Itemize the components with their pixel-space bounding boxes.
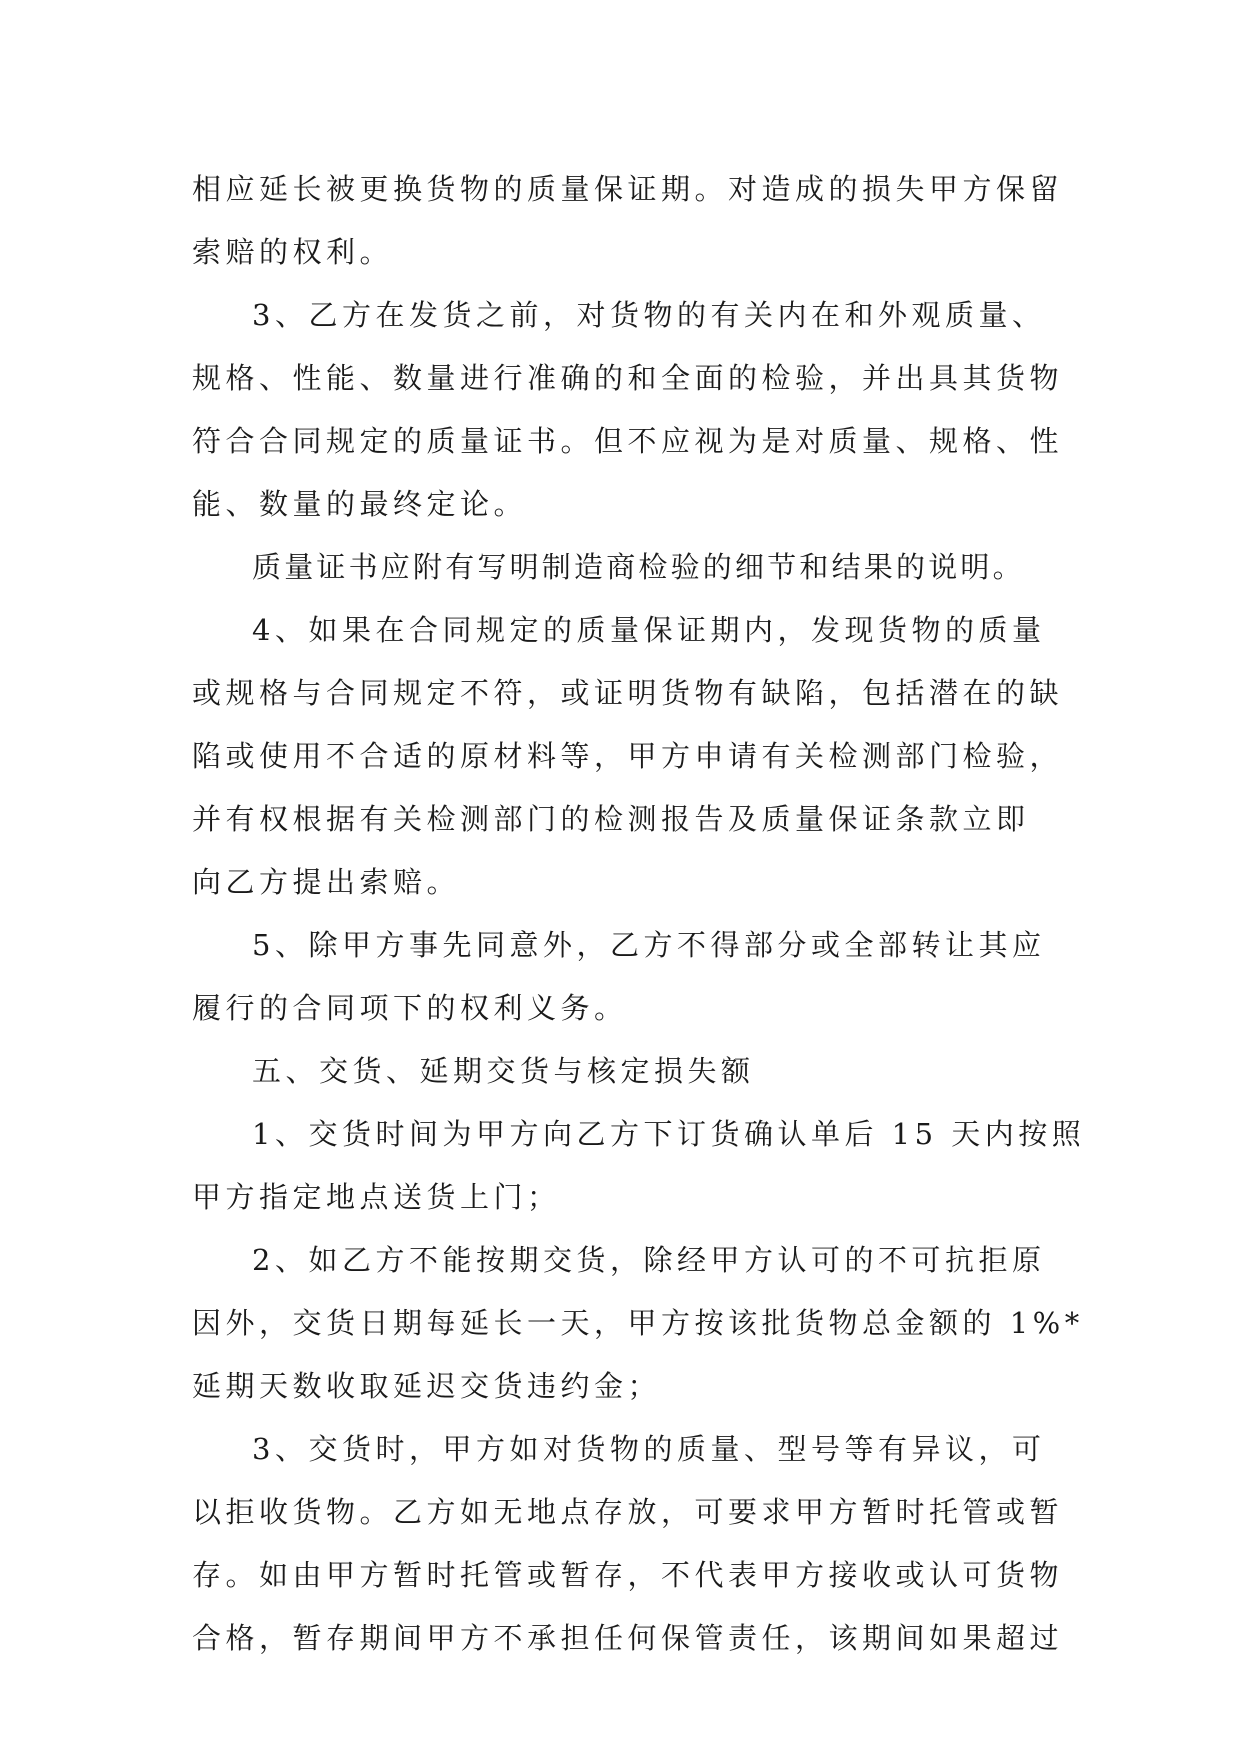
document-body — [192, 158, 1086, 1670]
paragraph-start: 5、除甲方事先同意外，乙方不得部分或全部转让其应 — [252, 928, 1046, 962]
text-line: 规格、性能、数量进行准确的和全面的检验，并出具其货物 — [192, 361, 1064, 395]
text-line: 并有权根据有关检测部门的检测报告及质量保证条款立即 — [192, 802, 1030, 836]
text-line: 存。如由甲方暂时托管或暂存，不代表甲方接收或认可货物 — [192, 1558, 1064, 1592]
text-line: 履行的合同项下的权利义务。 — [192, 991, 628, 1025]
text-line: 以拒收货物。乙方如无地点存放，可要求甲方暂时托管或暂 — [192, 1495, 1064, 1529]
text-line: 陷或使用不合适的原材料等，甲方申请有关检测部门检验， — [192, 739, 1064, 773]
paragraph-start: 3、乙方在发货之前，对货物的有关内在和外观质量、 — [252, 298, 1046, 332]
text-line: 因外，交货日期每延长一天，甲方按该批货物总金额的 1%* — [192, 1306, 1084, 1340]
text-line: 索赔的权利。 — [192, 235, 394, 269]
text-line: 或规格与合同规定不符，或证明货物有缺陷，包括潜在的缺 — [192, 676, 1064, 710]
text-line: 延期天数收取延迟交货违约金； — [192, 1369, 662, 1403]
paragraph-start: 质量证书应附有写明制造商检验的细节和结果的说明。 — [252, 550, 1025, 584]
paragraph-start: 2、如乙方不能按期交货，除经甲方认可的不可抗拒原 — [252, 1243, 1046, 1277]
text-line: 能、数量的最终定论。 — [192, 487, 528, 521]
section-heading: 五、交货、延期交货与核定损失额 — [252, 1054, 755, 1088]
text-line: 合格，暂存期间甲方不承担任何保管责任，该期间如果超过 — [192, 1621, 1064, 1655]
text-line: 向乙方提出索赔。 — [192, 865, 461, 899]
text-line: 甲方指定地点送货上门； — [192, 1180, 561, 1214]
text-line: 相应延长被更换货物的质量保证期。对造成的损失甲方保留 — [192, 172, 1064, 206]
paragraph-start: 1、交货时间为甲方向乙方下订货确认单后 15 天内按照 — [252, 1117, 1086, 1151]
paragraph-start: 4、如果在合同规定的质量保证期内，发现货物的质量 — [252, 613, 1046, 647]
paragraph-start: 3、交货时，甲方如对货物的质量、型号等有异议，可 — [252, 1432, 1046, 1466]
text-line: 符合合同规定的质量证书。但不应视为是对质量、规格、性 — [192, 424, 1064, 458]
